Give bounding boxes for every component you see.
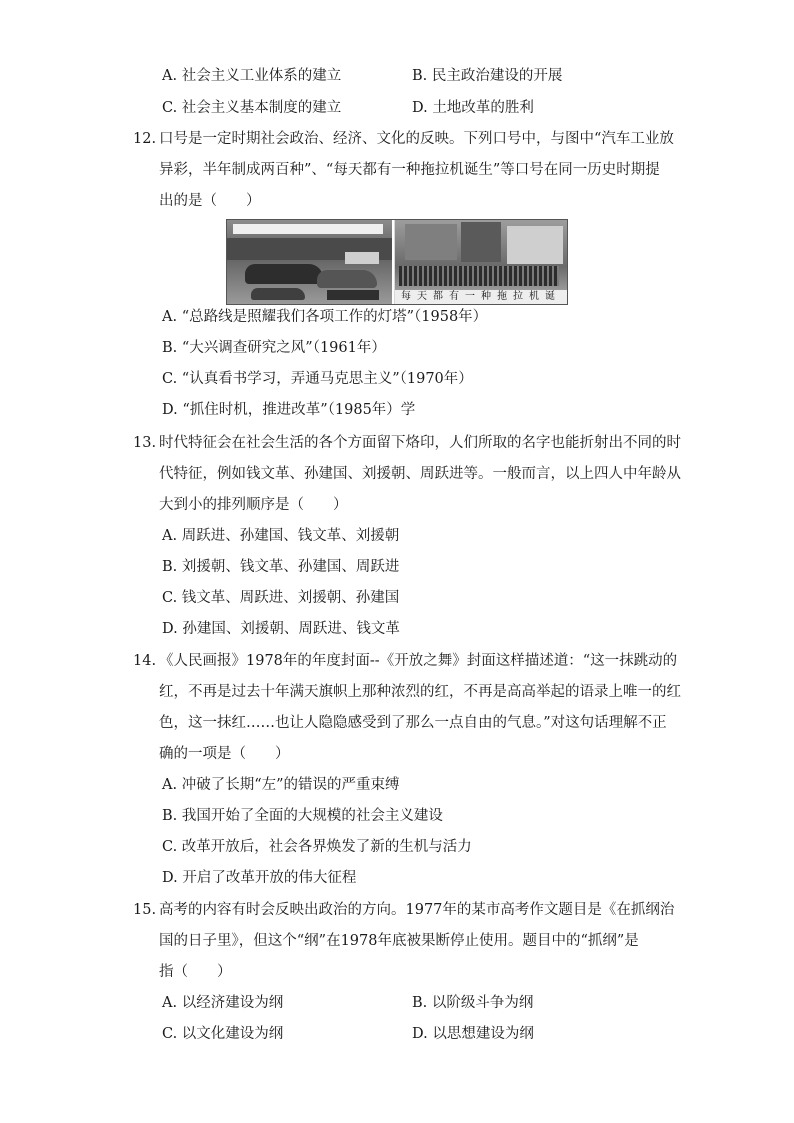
option-letter: A. <box>162 309 178 325</box>
option-text: 以经济建设为纲 <box>181 995 284 1011</box>
q15-option-b[interactable] <box>412 993 533 1013</box>
option-text: 钱文革、周跃进、刘援朝、孙建国 <box>181 590 400 606</box>
option-letter: B. <box>412 995 428 1011</box>
option-letter: C. <box>162 371 178 387</box>
q11-option-c[interactable] <box>162 98 341 118</box>
option-text: “抓住时机，推进改革”（1985年）学 <box>182 402 416 418</box>
question-stem-line: 大到小的排列顺序是（ ） <box>159 497 348 513</box>
q13-option-b[interactable] <box>162 557 399 577</box>
photo-caption: 每天都有一种拖拉机诞 <box>395 290 567 304</box>
option-text: 我国开始了全面的大规模的社会主义建设 <box>181 808 443 824</box>
option-text: 以文化建设为纲 <box>181 1026 284 1042</box>
option-text: 以阶级斗争为纲 <box>431 995 534 1011</box>
option-letter: C. <box>162 1026 178 1042</box>
q11-option-d[interactable] <box>412 98 534 118</box>
question-stem-line: 出的是（ ） <box>159 193 261 209</box>
option-letter: C. <box>162 590 178 606</box>
q13-option-d[interactable] <box>162 619 400 639</box>
q12-option-d[interactable] <box>162 400 415 420</box>
q13-option-c[interactable] <box>162 588 399 608</box>
question-stem-line: 确的一项是（ ） <box>159 746 290 762</box>
option-text: 以思想建设为纲 <box>432 1026 534 1042</box>
option-text: 孙建国、刘援朝、周跃进、钱文革 <box>182 621 400 637</box>
question-stem-line: 国的日子里》，但这个“纲”在1978年底被果断停止使用。题目中的“抓纲”是 <box>159 933 639 949</box>
q15-option-a[interactable] <box>162 993 283 1013</box>
option-letter: D. <box>162 621 178 637</box>
option-text: 开启了改革开放的伟大征程 <box>182 870 357 886</box>
option-letter: B. <box>162 340 178 356</box>
option-letter: C. <box>162 839 178 855</box>
option-text: 土地改革的胜利 <box>432 100 534 116</box>
car-factory-photo <box>227 220 394 304</box>
question-number: 12. <box>133 131 157 147</box>
q15-option-d[interactable] <box>412 1024 534 1044</box>
q12-option-a[interactable] <box>162 307 487 327</box>
option-text: 社会主义工业体系的建立 <box>181 68 342 84</box>
tractor-factory-photo <box>395 220 567 304</box>
option-letter: D. <box>162 870 178 886</box>
option-text: “总路线是照耀我们各项工作的灯塔”（1958年） <box>181 309 488 325</box>
question-stem-line: 代特征，例如钱文革、孙建国、刘援朝、周跃进等。一般而言，以上四人中年龄从 <box>159 466 681 482</box>
option-text: 冲破了长期“左”的错误的严重束缚 <box>181 777 400 793</box>
option-letter: D. <box>412 100 428 116</box>
q12-option-b[interactable] <box>162 338 386 358</box>
question-stem-line: 指（ ） <box>159 964 232 980</box>
question-stem-line: 时代特征会在社会生活的各个方面留下烙印，人们所取的名字也能折射出不同的时 <box>159 435 681 451</box>
question-stem-line: 口号是一定时期社会政治、经济、文化的反映。下列口号中，与图中“汽车工业放 <box>159 131 674 147</box>
question-number: 13. <box>133 435 157 451</box>
option-letter: D. <box>412 1026 428 1042</box>
option-letter: A. <box>162 995 178 1011</box>
q11-option-b[interactable] <box>412 66 562 86</box>
option-letter: B. <box>162 559 178 575</box>
q14-option-c[interactable] <box>162 837 472 857</box>
q12-photo-figure <box>226 219 568 305</box>
question-stem-line: 异彩，半年制成两百种”、“每天都有一种拖拉机诞生”等口号在同一历史时期提 <box>159 162 660 178</box>
q15-option-c[interactable] <box>162 1024 283 1044</box>
option-text: “大兴调查研究之风”（1961年） <box>181 340 386 356</box>
question-stem-line: 《人民画报》1978年的年度封面--《开放之舞》封面这样描述道：“这一抹跳动的 <box>159 653 678 669</box>
option-text: 改革开放后，社会各界焕发了新的生机与活力 <box>181 839 472 855</box>
q14-option-a[interactable] <box>162 775 400 795</box>
option-letter: B. <box>162 808 178 824</box>
question-stem-line: 高考的内容有时会反映出政治的方向。1977年的某市高考作文题目是《在抓纲治 <box>159 902 675 918</box>
question-stem-line: 色，这一抹红……也让人隐隐感受到了那么一点自由的气息。”对这句话理解不正 <box>159 715 667 731</box>
question-number: 14. <box>133 653 157 669</box>
q13-option-a[interactable] <box>162 526 399 546</box>
question-number: 15. <box>133 902 157 918</box>
q14-option-d[interactable] <box>162 868 356 888</box>
q12-option-c[interactable] <box>162 369 473 389</box>
option-text: 刘援朝、钱文革、孙建国、周跃进 <box>181 559 400 575</box>
option-text: 民主政治建设的开展 <box>431 68 563 84</box>
option-letter: A. <box>162 777 178 793</box>
question-stem-line: 红，不再是过去十年满天旗帜上那种浓烈的红，不再是高高举起的语录上唯一的红 <box>159 684 681 700</box>
q14-option-b[interactable] <box>162 806 443 826</box>
option-text: 周跃进、孙建国、钱文革、刘援朝 <box>181 528 400 544</box>
option-text: 社会主义基本制度的建立 <box>181 100 342 116</box>
option-letter: C. <box>162 100 178 116</box>
option-letter: B. <box>412 68 428 84</box>
option-letter: A. <box>162 528 178 544</box>
option-letter: D. <box>162 402 178 418</box>
q11-option-a[interactable] <box>162 66 341 86</box>
option-text: “认真看书学习，弄通马克思主义”（1970年） <box>181 371 473 387</box>
option-letter: A. <box>162 68 178 84</box>
